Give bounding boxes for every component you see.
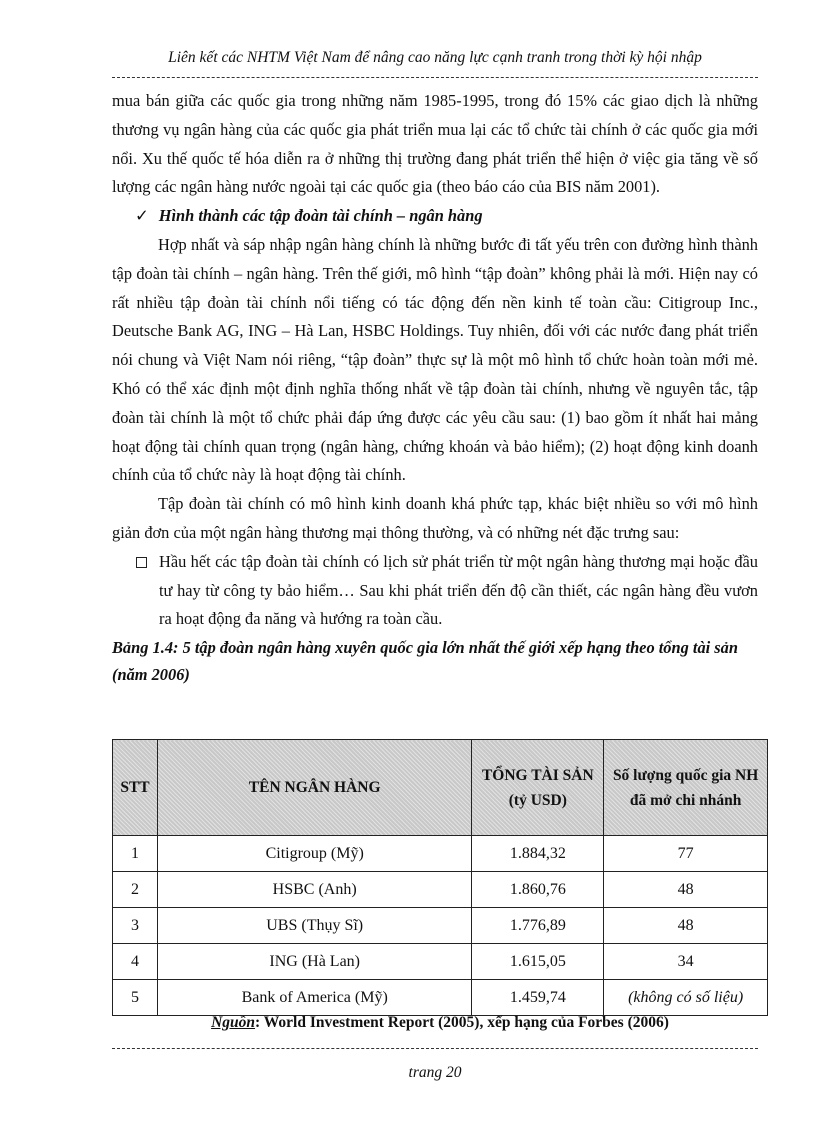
cell-countries: 48 [604,872,768,908]
cell-total-assets: 1.459,74 [472,980,604,1016]
source-text: : World Investment Report (2005), xếp hạng của Forbes (2006) [255,1014,669,1031]
cell-countries: 48 [604,908,768,944]
cell-total-assets: 1.615,05 [472,944,604,980]
table-row [113,872,768,908]
table-row [113,908,768,944]
cell-total-assets: 1.776,89 [472,908,604,944]
cell-stt: 4 [113,944,158,980]
cell-stt: 1 [113,836,158,872]
cell-total-assets: 1.860,76 [472,872,604,908]
cell-countries: 77 [604,836,768,872]
table-row [113,980,768,1016]
checkmark-icon: ✓ [135,206,149,226]
subheading-text: Hình thành các tập đoàn tài chính – ngân hàng [158,206,483,226]
banks-table [112,739,768,1016]
table-source [112,1014,768,1032]
subheading [112,202,758,231]
header-stt: STT [113,740,158,836]
cell-stt: 2 [113,872,158,908]
cell-countries: 34 [604,944,768,980]
header-countries: Số lượng quốc gia NH đã mở chi nhánh [604,740,768,836]
header-total-assets: TỔNG TÀI SẢN (tỷ USD) [472,740,604,836]
bullet-text: Hầu hết các tập đoàn tài chính có lịch sử phát triển từ một ngân hàng thương mại hoặc đầu tư hay từ công ty bảo hiểm… Sau khi phát triển đến độ cần thiết, các ngân hàng đều vươn ra hoạt động đa năng và hướng ra toàn cầu. [159,551,758,629]
header-divider [112,77,758,78]
page-number: trang 20 [408,1064,462,1081]
table-caption: Bảng 1.4: 5 tập đoàn ngân hàng xuyên quốc gia lớn nhất thế giới xếp hạng theo tổng tài sản (năm 2006) [112,638,738,685]
bullet-item [112,548,758,634]
paragraph-1: mua bán giữa các quốc gia trong những năm 1985-1995, trong đó 15% các giao dịch là những thương vụ ngân hàng của các quốc gia phát triển mua lại các tổ chức tài chính ở các quốc gia mới nổi. Xu thế quốc tế hóa diễn ra ở những thị trường đang phát triển thể hiện ở việc gia tăng về số lượng các ngân hàng nước ngoài tại các quốc gia (theo báo cáo của BIS năm 2001). [112,91,758,197]
footer-divider [112,1048,758,1049]
cell-bank-name: HSBC (Anh) [157,872,471,908]
cell-bank-name: Citigroup (Mỹ) [157,836,471,872]
table-header-row [113,740,768,836]
header-bank-name: TÊN NGÂN HÀNG [157,740,471,836]
cell-bank-name: ING (Hà Lan) [157,944,471,980]
table-row [113,944,768,980]
cell-stt: 3 [113,908,158,944]
paragraph-2: Hợp nhất và sáp nhập ngân hàng chính là những bước đi tất yếu trên con đường hình thành tập đoàn tài chính – ngân hàng. Trên thế giới, mô hình “tập đoàn” không phải là mới. Hiện nay có rất nhiều tập đoàn tài chính nổi tiếng có tác động đến nền kinh tế toàn cầu: Citigroup Inc., Deutsche Bank AG, ING – Hà Lan, HSBC Holdings. Tuy nhiên, đối với các nước đang phát triển nói chung và Việt Nam nói riêng, “tập đoàn” thực sự là một mô hình tổ chức hoàn toàn mới mẻ. Khó có thể xác định một định nghĩa thống nhất về tập đoàn tài chính, nhưng về nguyên tắc, tập đoàn tài chính là một tổ chức phải đáp ứng được các yêu cầu sau: (1) bao gồm ít nhất hai mảng hoạt động tài chính quan trọng (ngân hàng, chứng khoán và bảo hiểm); (2) hoạt động kinh doanh chính của tổ chức này là hoạt động tài chính. [112,234,758,485]
body-content [112,87,758,688]
cell-countries: (không có số liệu) [604,980,768,1016]
checkbox-bullet-icon [136,557,147,568]
cell-stt: 5 [113,980,158,1016]
running-header: Liên kết các NHTM Việt Nam để nâng cao năng lực cạnh tranh trong thời kỳ hội nhập [168,49,702,66]
cell-bank-name: Bank of America (Mỹ) [157,980,471,1016]
table-row [113,836,768,872]
cell-bank-name: UBS (Thụy Sĩ) [157,908,471,944]
cell-total-assets: 1.884,32 [472,836,604,872]
paragraph-3: Tập đoàn tài chính có mô hình kinh doanh khá phức tạp, khác biệt nhiều so với mô hình giản đơn của một ngân hàng thương mại thông thường, và có những nét đặc trưng sau: [112,494,758,542]
source-label: Nguồn [211,1014,256,1031]
